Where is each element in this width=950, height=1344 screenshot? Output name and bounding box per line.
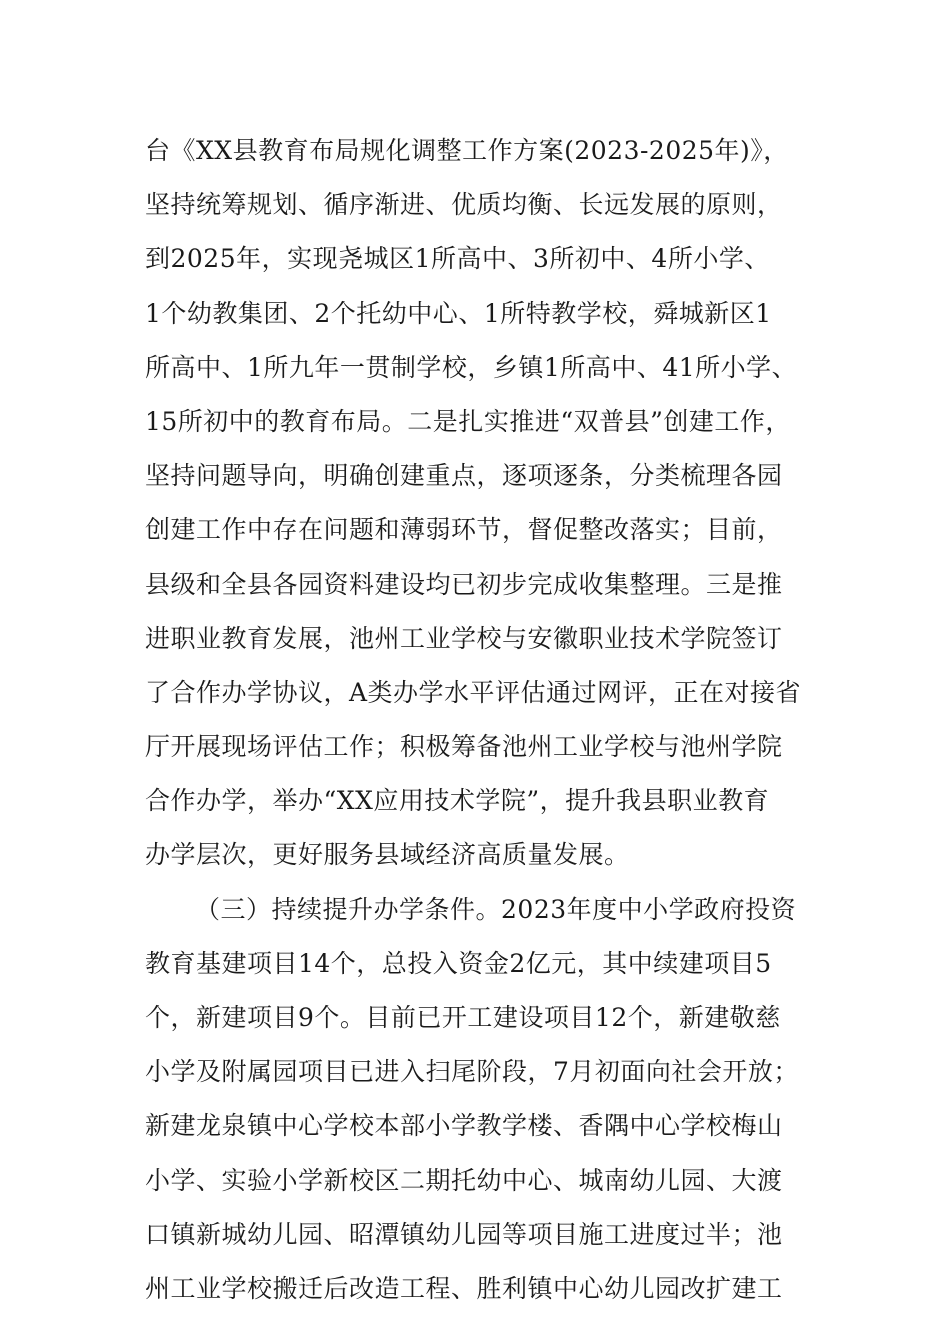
text-line: 15所初中的教育布局。二是扎实推进“双普县”创建工作， <box>145 406 791 436</box>
section-heading-line: （三）持续提升办学条件。2023年度中小学政府投资 <box>195 894 797 924</box>
text-line: 了合作办学协议，A类办学水平评估通过网评，正在对接省 <box>145 677 802 707</box>
text-line: 县级和全县各园资料建设均已初步完成收集整理。三是推 <box>145 569 783 599</box>
text-line: 所高中、1所九年一贯制学校，乡镇1所高中、41所小学、 <box>145 352 798 382</box>
text-line: 坚持问题导向，明确创建重点，逐项逐条，分类梳理各园 <box>145 461 783 491</box>
text-line: 个，新建项目9个。目前已开工建设项目12个，新建敬慈 <box>145 1003 781 1032</box>
text-line: 合作办学，举办“XX应用技术学院”，提升我县职业教育 <box>145 786 770 816</box>
body-text <box>145 124 845 1316</box>
text-line: 小学及附属园项目已进入扫尾阶段，7月初面向社会开放； <box>145 1057 799 1087</box>
text-line: 州工业学校搬迁后改造工程、胜利镇中心幼儿园改扩建工 <box>145 1273 783 1303</box>
text-line: 1个幼教集团、2个托幼中心、1所特教学校，舜城新区1 <box>145 298 772 328</box>
text-line: 新建龙泉镇中心学校本部小学教学楼、香隅中心学校梅山 <box>145 1111 783 1141</box>
text-line: 坚持统筹规划、循序渐进、优质均衡、长远发展的原则， <box>145 190 783 220</box>
text-line: 厅开展现场评估工作；积极筹备池州工业学校与池州学院 <box>145 732 783 762</box>
text-line: 到2025年，实现尧城区1所高中、3所初中、4所小学、 <box>145 244 770 274</box>
text-line: 小学、实验小学新校区二期托幼中心、城南幼儿园、大渡 <box>145 1165 783 1195</box>
text-line: 创建工作中存在问题和薄弱环节，督促整改落实；目前， <box>145 515 783 545</box>
text-line: 口镇新城幼儿园、昭潭镇幼儿园等项目施工进度过半；池 <box>145 1219 783 1249</box>
text-line: 教育基建项目14个，总投入资金2亿元，其中续建项目5 <box>145 948 772 978</box>
text-line: 进职业教育发展，池州工业学校与安徽职业技术学院签订 <box>145 623 783 653</box>
text-line: 办学层次，更好服务县域经济高质量发展。 <box>145 840 630 870</box>
text-line: 台《XX县教育布局规化调整工作方案(2023-2025年)》， <box>145 136 789 165</box>
